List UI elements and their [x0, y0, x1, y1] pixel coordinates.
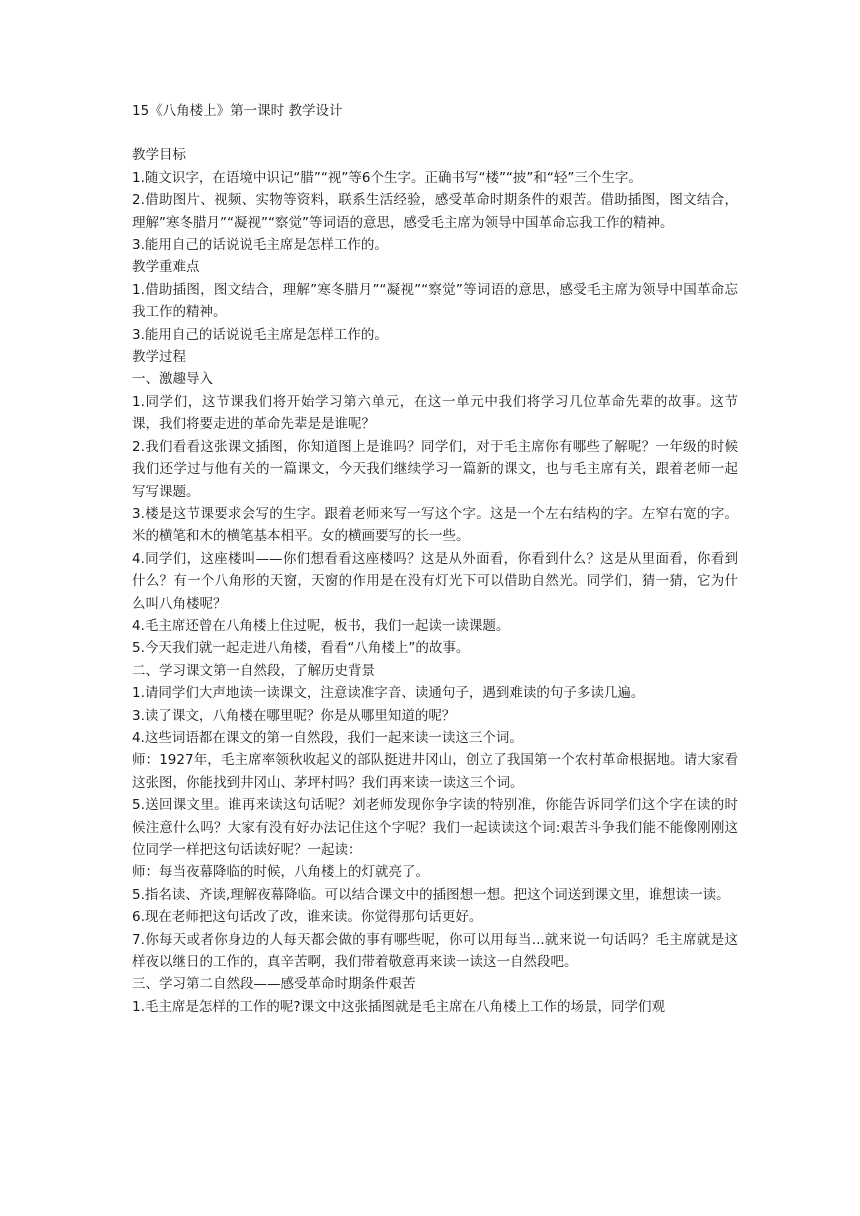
paragraph: 师：每当夜幕降临的时候，八角楼上的灯就亮了。 — [132, 864, 429, 881]
paragraph: 3.能用自己的话说说毛主席是怎样工作的。 — [132, 326, 388, 343]
paragraph: 1.毛主席是怎样的工作的呢?课文中这张插图就是毛主席在八角楼上工作的场景，同学们观 — [132, 998, 666, 1015]
paragraph: 1.请同学们大声地读一读课文，注意读准字音、读通句子，遇到难读的句子多读几遍。 — [132, 685, 645, 702]
section-heading-objectives: 教学目标 — [132, 147, 186, 164]
paragraph: 3.能用自己的话说说毛主席是怎样工作的。 — [132, 237, 388, 254]
paragraph: 3.读了课文，八角楼在哪里呢？你是从哪里知道的呢？ — [132, 707, 456, 724]
paragraph: 5.今天我们就一起走进八角楼，看看“八角楼上”的故事。 — [132, 640, 470, 657]
subsection-heading: 二、学习课文第一自然段，了解历史背景 — [132, 662, 375, 679]
paragraph: 4.毛主席还曾在八角楼上住过呢，板书，我们一起读一读课题。 — [132, 617, 510, 634]
document-title: 15《八角楼上》第一课时 教学设计 — [132, 103, 343, 119]
paragraph: 1.随文识字，在语境中识记“腊”“视”等6个生字。正确书写“楼”“披”和“轻”三个生字。 — [132, 169, 642, 186]
paragraph: 4.同学们，这座楼叫——你们想看看这座楼吗？这是从外面看，你看到什么？这是从里面看，你看到什么？有一个八角形的天窗，天窗的作用是在没有灯光下可以借助自然光。同学们，猜一猜，它为什么叫八角楼呢？ — [132, 550, 738, 612]
section-heading-key-points: 教学重难点 — [132, 259, 200, 276]
paragraph: 7.你每天或者你身边的人每天都会做的事有哪些呢，你可以用每当...就来说一句话吗？毛主席就是这样夜以继日的工作的，真辛苦啊，我们带着敬意再来读一读这一自然段吧。 — [132, 931, 738, 971]
subsection-heading: 三、学习第二自然段——感受革命时期条件艰苦 — [132, 976, 416, 993]
subsection-heading: 一、激趣导入 — [132, 371, 213, 388]
paragraph: 5.指名读、齐读,理解夜幕降临。可以结合课文中的插图想一想。把这个词送到课文里，谁想读一读。 — [132, 886, 730, 903]
paragraph: 1.同学们，这节课我们将开始学习第六单元，在这一单元中我们将学习几位革命先辈的故事。这节课，我们将要走进的革命先辈是是谁呢？ — [132, 393, 738, 433]
paragraph: 2.借助图片、视频、实物等资料，联系生活经验，感受革命时期条件的艰苦。借助插图，图文结合，理解”寒冬腊月”“凝视”“察觉”等词语的意思，感受毛主席为领导中国革命忘我工作的精神。 — [132, 192, 738, 231]
section-heading-process: 教学过程 — [132, 349, 186, 366]
paragraph: 6.现在老师把这句话改了改，谁来读。你觉得那句话更好。 — [132, 909, 483, 926]
paragraph: 5.送回课文里。谁再来读这句话呢？刘老师发现你争字读的特别准，你能告诉同学们这个字在读的时候注意什么吗？大家有没有好办法记住这个字呢？我们一起读读这个词:艰苦斗争我们能不能像刚刚这位同学一样把这句话读好呢？一起读： — [132, 797, 738, 858]
document-page — [132, 100, 738, 1018]
paragraph: 2.我们看看这张课文插图，你知道图上是谁吗？同学们，对于毛主席你有哪些了解呢？一年级的时候我们还学过与他有关的一篇课文，今天我们继续学习一篇新的课文，也与毛主席有关，跟着老师一起写写课题。 — [132, 438, 738, 500]
paragraph: 师：1927年，毛主席率领秋收起义的部队挺进井冈山，创立了我国第一个农村革命根据地。请大家看这张图，你能找到井冈山、茅坪村吗？我们再来读一读这三个词。 — [132, 752, 738, 791]
paragraph: 3.楼是这节课要求会写的生字。跟着老师来写一写这个字。这是一个左右结构的字。左窄右宽的字。米的横笔和木的横笔基本相平。女的横画要写的长一些。 — [132, 505, 738, 545]
paragraph: 4.这些词语都在课文的第一自然段，我们一起来读一读这三个词。 — [132, 729, 523, 746]
paragraph: 1.借助插图，图文结合，理解”寒冬腊月”“凝视”“察觉”等词语的意思，感受毛主席为领导中国革命忘我工作的精神。 — [132, 281, 738, 321]
